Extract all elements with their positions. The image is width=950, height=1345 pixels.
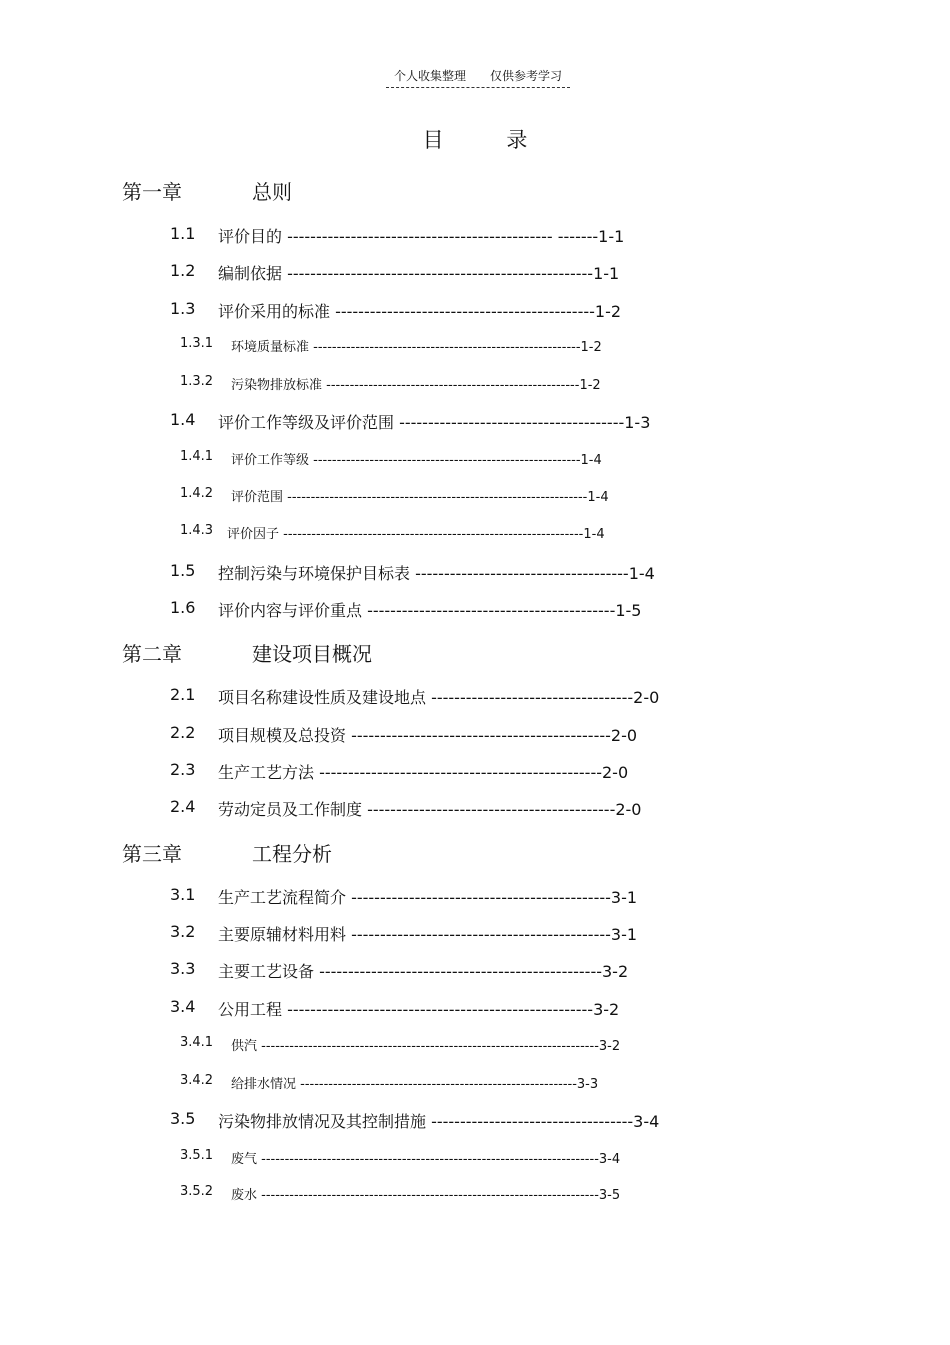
subsection-title: 污染物排放标准 ------------------------------------------------------1-2 xyxy=(231,378,601,393)
section-title: 评价采用的标准 ---------------------------------------------1-2 xyxy=(218,302,622,321)
subsection-number: 3.5.1 xyxy=(180,1148,214,1163)
section-number: 2.1 xyxy=(170,685,196,704)
section-number: 1.1 xyxy=(170,224,196,243)
section-number: 3.2 xyxy=(170,922,196,941)
subsection-title: 评价工作等级 ---------------------------------------------------------1-4 xyxy=(231,453,602,468)
section-title: 编制依据 -----------------------------------------------------1-1 xyxy=(218,264,620,283)
section-title: 生产工艺方法 -------------------------------------------------2-0 xyxy=(218,763,629,782)
section-number: 2.3 xyxy=(170,760,196,779)
section-title: 劳动定员及工作制度 -------------------------------------------2-0 xyxy=(218,800,642,819)
section-title: 控制污染与环境保护目标表 -------------------------------------1-4 xyxy=(218,564,655,583)
chapter-number: 第二章 xyxy=(122,642,182,666)
section-number: 2.4 xyxy=(170,797,196,816)
section-title: 主要原辅材料用料 ---------------------------------------------3-1 xyxy=(218,925,638,944)
toc-chapter[interactable] xyxy=(122,638,372,667)
subsection-number: 3.5.2 xyxy=(180,1184,214,1199)
subsection-title: 评价范围 ----------------------------------------------------------------1-4 xyxy=(231,490,609,505)
section-title: 生产工艺流程简介 ---------------------------------------------3-1 xyxy=(218,888,638,907)
section-title: 评价内容与评价重点 -------------------------------------------1-5 xyxy=(218,601,642,620)
chapter-number: 第一章 xyxy=(122,180,182,204)
section-number: 1.4 xyxy=(170,410,196,429)
section-title: 项目规模及总投资 ---------------------------------------------2-0 xyxy=(218,726,638,745)
section-number: 3.1 xyxy=(170,885,196,904)
toc-title: 目 录 xyxy=(422,128,556,152)
section-title: 评价工作等级及评价范围 ---------------------------------------1-3 xyxy=(218,413,651,432)
subsection-number: 1.4.1 xyxy=(180,449,214,464)
subsection-number: 1.4.3 xyxy=(180,523,214,538)
section-title: 污染物排放情况及其控制措施 -----------------------------------3-4 xyxy=(218,1112,660,1131)
subsection-number: 3.4.2 xyxy=(180,1073,214,1088)
chapter-number: 第三章 xyxy=(122,842,182,866)
section-number: 1.6 xyxy=(170,598,196,617)
toc-chapter[interactable] xyxy=(122,838,332,867)
page-header: 个人收集整理 仅供参考学习 xyxy=(386,67,570,88)
section-number: 3.3 xyxy=(170,959,196,978)
chapter-title: 总则 xyxy=(252,180,292,204)
section-title: 主要工艺设备 -------------------------------------------------3-2 xyxy=(218,962,629,981)
chapter-title: 建设项目概况 xyxy=(252,642,372,666)
subsection-number: 1.3.1 xyxy=(180,336,214,351)
chapter-title: 工程分析 xyxy=(252,842,332,866)
subsection-title: 供汽 ------------------------------------------------------------------------3-2 xyxy=(231,1039,621,1054)
section-number: 1.3 xyxy=(170,299,196,318)
subsection-title: 环境质量标准 ---------------------------------------------------------1-2 xyxy=(231,340,602,355)
subsection-number: 1.4.2 xyxy=(180,486,214,501)
subsection-number: 1.3.2 xyxy=(180,374,214,389)
subsection-number: 3.4.1 xyxy=(180,1035,214,1050)
section-number: 3.5 xyxy=(170,1109,196,1128)
section-number: 1.5 xyxy=(170,561,196,580)
subsection-title: 评价因子 ----------------------------------------------------------------1-4 xyxy=(227,527,605,542)
section-number: 1.2 xyxy=(170,261,196,280)
toc-chapter[interactable] xyxy=(122,176,292,205)
subsection-title: 废气 ------------------------------------------------------------------------3-4 xyxy=(231,1152,621,1167)
section-number: 3.4 xyxy=(170,997,196,1016)
section-title: 项目名称建设性质及建设地点 -----------------------------------2-0 xyxy=(218,688,660,707)
section-title: 公用工程 -----------------------------------------------------3-2 xyxy=(218,1000,620,1019)
section-title: 评价目的 ---------------------------------------------- -------1-1 xyxy=(218,227,625,246)
section-number: 2.2 xyxy=(170,723,196,742)
subsection-title: 给排水情况 -----------------------------------------------------------3-3 xyxy=(231,1077,599,1092)
subsection-title: 废水 ------------------------------------------------------------------------3-5 xyxy=(231,1188,621,1203)
